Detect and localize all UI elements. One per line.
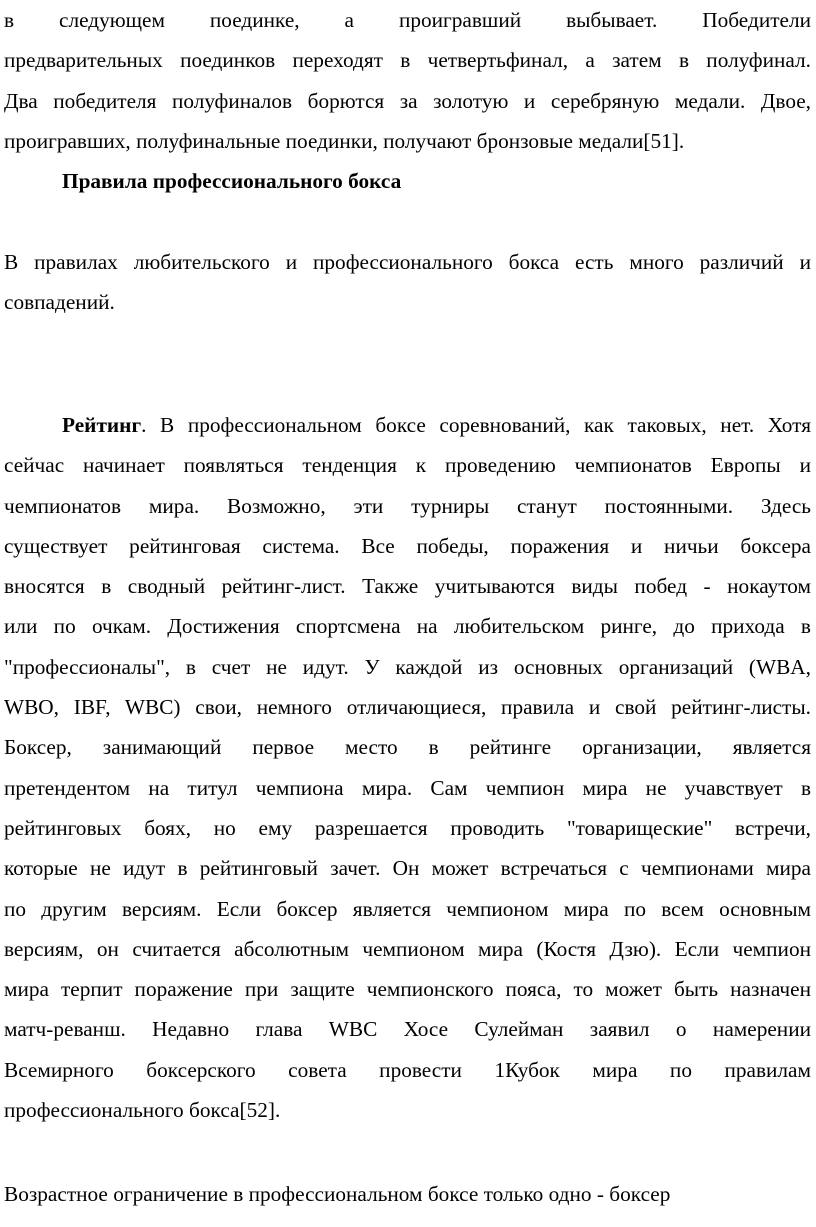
text-line: рейтинговых боях, но ему разрешается проводить "товарищеские" встречи,	[4, 815, 811, 840]
paragraph-age-limit	[4, 1174, 811, 1214]
text-line: по другим версиям. Если боксер является чемпионом мира по всем основным	[4, 896, 811, 921]
text-line: предварительных поединков переходят в четвертьфинал, а затем в полуфинал.	[4, 48, 811, 73]
text-line: совпадений.	[4, 290, 115, 315]
text-line: или по очкам. Достижения спортсмена на любительском ринге, до прихода в	[4, 614, 811, 639]
text-line: версиям, он считается абсолютным чемпионом мира (Костя Дзю). Если чемпион	[4, 936, 811, 961]
text-line: матч-реванш. Недавно глава WBC Хосе Сулейман заявил о намерении	[4, 1017, 811, 1042]
text-line: вносятся в сводный рейтинг-лист. Также учитываются виды побед - нокаутом	[4, 574, 811, 599]
text-line: проигравших, полуфинальные поединки, получают бронзовые медали[51].	[4, 128, 685, 153]
text-line: профессионального бокса[52].	[4, 1098, 281, 1123]
text-line: чемпионатов мира. Возможно, эти турниры станут постоянными. Здесь	[4, 493, 811, 518]
text-line: которые не идут в рейтинговый зачет. Он может встречаться с чемпионами мира	[4, 856, 811, 881]
paragraph-rating	[4, 405, 811, 1130]
text-line: В правилах любительского и профессионального бокса есть много различий и	[4, 250, 811, 274]
text-line: в следующем поединке, а проигравший выбывает. Победители	[4, 8, 811, 32]
text-line: "профессионалы", в счет не идут. У каждой из основных организаций (WBA,	[4, 654, 811, 679]
text-line: WBO, IBF, WBC) свои, немного отличающиеся, правила и свой рейтинг-листы.	[4, 695, 811, 720]
rating-lead-term: Рейтинг	[62, 413, 142, 437]
text-line: сейчас начинает появляться тенденция к проведению чемпионатов Европы и	[4, 453, 811, 478]
paragraph-olympic-system	[4, 0, 811, 161]
text-line: Всемирного боксерского совета провести 1Кубок мира по правилам	[4, 1057, 811, 1082]
text-line: мира терпит поражение при защите чемпионского пояса, то может быть назначен	[4, 977, 811, 1002]
rating-first-line-text: . В профессиональном боксе соревнований, как таковых, нет. Хотя	[141, 413, 811, 437]
section-heading: Правила профессионального бокса	[62, 169, 402, 193]
text-line: претендентом на титул чемпиона мира. Сам чемпион мира не учавствует в	[4, 775, 811, 800]
text-line: Два победителя полуфиналов борются за золотую и серебряную медали. Двое,	[4, 88, 811, 113]
text-line	[4, 405, 811, 445]
paragraph-rules-intro	[4, 242, 811, 323]
text-line: Боксер, занимающий первое место в рейтинге организации, является	[4, 735, 811, 760]
text-line: существует рейтинговая система. Все победы, поражения и ничьи боксера	[4, 533, 811, 558]
text-line: Возрастное ограничение в профессиональном боксе только одно - боксер	[4, 1182, 671, 1206]
